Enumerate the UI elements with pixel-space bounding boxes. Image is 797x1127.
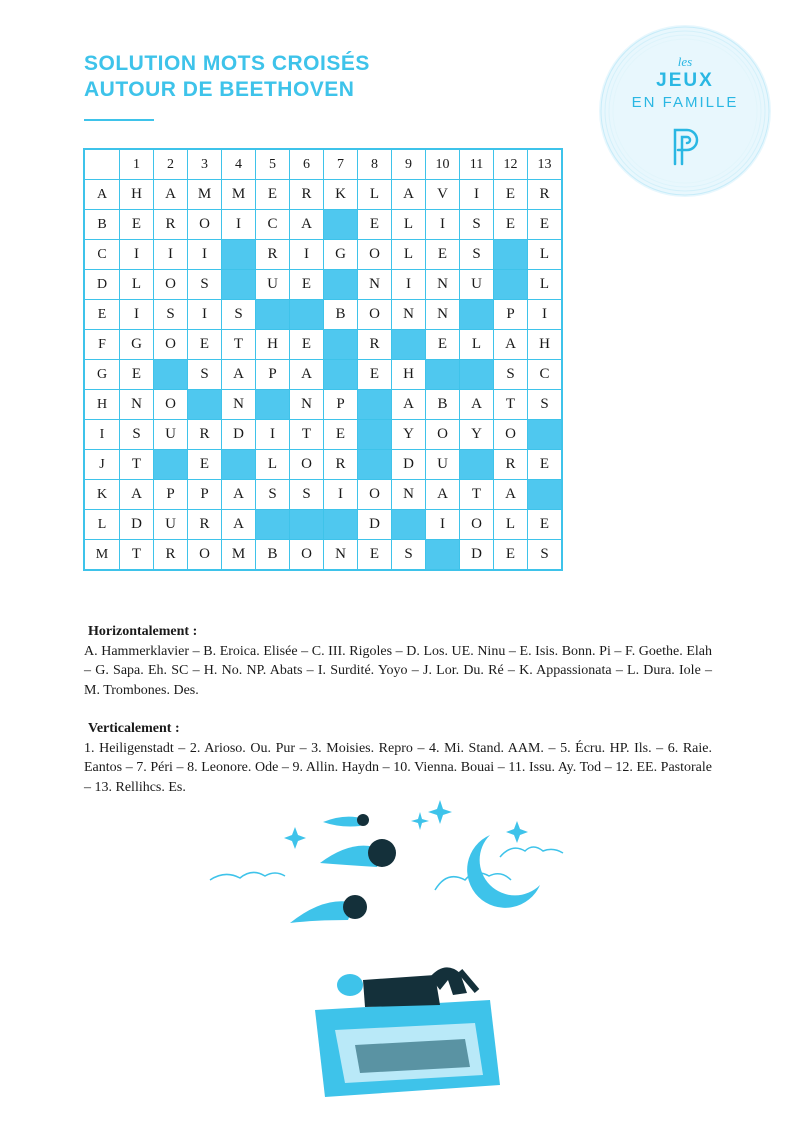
letter-cell: B	[426, 390, 460, 420]
letter-cell: V	[426, 180, 460, 210]
letter-cell: B	[256, 540, 290, 571]
row-header: D	[84, 270, 120, 300]
letter-cell: O	[188, 540, 222, 571]
column-header: 12	[494, 149, 528, 180]
black-cell	[222, 270, 256, 300]
letter-cell: I	[120, 240, 154, 270]
black-cell	[324, 270, 358, 300]
column-header: 6	[290, 149, 324, 180]
letter-cell: S	[154, 300, 188, 330]
letter-cell: E	[528, 210, 563, 240]
letter-cell: A	[290, 210, 324, 240]
black-cell	[460, 300, 494, 330]
letter-cell: R	[358, 330, 392, 360]
letter-cell: E	[358, 210, 392, 240]
horizontal-clues: A. Hammerklavier – B. Eroica. Elisée – C. III. Rigoles – D. Los. UE. Ninu – E. Isis. Bonn. Pi – F. Goethe. Elah – G. Sapa. Eh. SC – H. No. NP. Abats – I. Surdité. Yoyo – J. Lor. Du. Ré – K. Appassionata – L. Dura. Iole – M. Trombones. Des.	[84, 643, 712, 698]
black-cell	[222, 450, 256, 480]
letter-cell: I	[154, 240, 188, 270]
letter-cell: U	[154, 510, 188, 540]
row-header: H	[84, 390, 120, 420]
crossword-table	[83, 148, 563, 571]
letter-cell: R	[154, 540, 188, 571]
letter-cell: U	[154, 420, 188, 450]
letter-cell: L	[392, 240, 426, 270]
column-header: 13	[528, 149, 563, 180]
letter-cell: P	[188, 480, 222, 510]
letter-cell: E	[290, 330, 324, 360]
shooting-stars-icon	[290, 814, 396, 923]
grid-row	[84, 360, 562, 390]
letter-cell: K	[324, 180, 358, 210]
letter-cell: L	[392, 210, 426, 240]
letter-cell: R	[154, 210, 188, 240]
letter-cell: I	[188, 300, 222, 330]
letter-cell: L	[358, 180, 392, 210]
row-header: J	[84, 450, 120, 480]
letter-cell: N	[426, 300, 460, 330]
letter-cell: N	[120, 390, 154, 420]
letter-cell: N	[290, 390, 324, 420]
column-header: 3	[188, 149, 222, 180]
grid-row	[84, 270, 562, 300]
column-header: 1	[120, 149, 154, 180]
row-header: A	[84, 180, 120, 210]
letter-cell: D	[460, 540, 494, 571]
letter-cell: G	[324, 240, 358, 270]
black-cell	[256, 390, 290, 420]
grid-row	[84, 330, 562, 360]
row-header: F	[84, 330, 120, 360]
jeux-en-famille-badge	[598, 24, 772, 198]
letter-cell: A	[222, 360, 256, 390]
letter-cell: U	[426, 450, 460, 480]
title-line-2: AUTOUR DE BEETHOVEN	[84, 78, 355, 101]
letter-cell: A	[392, 180, 426, 210]
letter-cell: I	[290, 240, 324, 270]
badge-jeux: JEUX	[656, 70, 714, 91]
letter-cell: E	[188, 450, 222, 480]
grid-row	[84, 180, 562, 210]
grid-row	[84, 420, 562, 450]
letter-cell: A	[120, 480, 154, 510]
letter-cell: P	[494, 300, 528, 330]
row-header: C	[84, 240, 120, 270]
letter-cell: S	[290, 480, 324, 510]
letter-cell: O	[154, 270, 188, 300]
letter-cell: O	[358, 480, 392, 510]
letter-cell: T	[290, 420, 324, 450]
letter-cell: R	[188, 510, 222, 540]
letter-cell: E	[426, 330, 460, 360]
letter-cell: N	[392, 480, 426, 510]
letter-cell: U	[460, 270, 494, 300]
black-cell	[528, 420, 563, 450]
letter-cell: P	[324, 390, 358, 420]
badge-les: les	[677, 54, 693, 69]
grid-row	[84, 300, 562, 330]
letter-cell: L	[460, 330, 494, 360]
letter-cell: H	[392, 360, 426, 390]
letter-cell: C	[528, 360, 563, 390]
black-cell	[426, 540, 460, 571]
black-cell	[528, 480, 563, 510]
black-cell	[494, 270, 528, 300]
black-cell	[324, 510, 358, 540]
letter-cell: E	[494, 540, 528, 571]
letter-cell: O	[154, 390, 188, 420]
letter-cell: M	[222, 540, 256, 571]
letter-cell: C	[256, 210, 290, 240]
letter-cell: G	[120, 330, 154, 360]
letter-cell: S	[120, 420, 154, 450]
letter-cell: I	[426, 210, 460, 240]
letter-cell: S	[528, 540, 563, 571]
page-title	[84, 51, 370, 103]
sparkles-icon	[284, 800, 528, 849]
letter-cell: N	[222, 390, 256, 420]
black-cell	[256, 300, 290, 330]
letter-cell: S	[222, 300, 256, 330]
letter-cell: D	[120, 510, 154, 540]
letter-cell: I	[222, 210, 256, 240]
letter-cell: O	[460, 510, 494, 540]
black-cell	[188, 390, 222, 420]
letter-cell: I	[256, 420, 290, 450]
column-header: 10	[426, 149, 460, 180]
letter-cell: E	[324, 420, 358, 450]
letter-cell: O	[154, 330, 188, 360]
vertical-heading: Verticalement :	[88, 721, 180, 736]
letter-cell: R	[188, 420, 222, 450]
black-cell	[460, 450, 494, 480]
letter-cell: O	[494, 420, 528, 450]
black-cell	[290, 300, 324, 330]
letter-cell: H	[120, 180, 154, 210]
letter-cell: E	[358, 360, 392, 390]
sleeping-person-icon	[337, 967, 477, 1007]
letter-cell: N	[392, 300, 426, 330]
letter-cell: T	[120, 540, 154, 571]
letter-cell: Y	[392, 420, 426, 450]
letter-cell: A	[154, 180, 188, 210]
dreamer-illustration	[205, 795, 585, 1105]
letter-cell: S	[494, 360, 528, 390]
letter-cell: L	[256, 450, 290, 480]
rock-icon	[315, 1000, 500, 1097]
letter-cell: S	[188, 360, 222, 390]
letter-cell: E	[528, 510, 563, 540]
letter-cell: H	[528, 330, 563, 360]
letter-cell: D	[392, 450, 426, 480]
letter-cell: E	[528, 450, 563, 480]
letter-cell: I	[426, 510, 460, 540]
black-cell	[392, 510, 426, 540]
column-header: 11	[460, 149, 494, 180]
letter-cell: L	[528, 270, 563, 300]
black-cell	[222, 240, 256, 270]
letter-cell: A	[494, 480, 528, 510]
letter-cell: S	[460, 210, 494, 240]
black-cell	[324, 330, 358, 360]
letter-cell: E	[120, 360, 154, 390]
letter-cell: E	[188, 330, 222, 360]
letter-cell: L	[120, 270, 154, 300]
letter-cell: H	[256, 330, 290, 360]
letter-cell: S	[256, 480, 290, 510]
badge-famille: EN FAMILLE	[631, 94, 739, 111]
column-header: 9	[392, 149, 426, 180]
column-header: 2	[154, 149, 188, 180]
letter-cell: E	[494, 180, 528, 210]
row-header: M	[84, 540, 120, 571]
letter-cell: O	[290, 450, 324, 480]
letter-cell: S	[392, 540, 426, 571]
grid-corner	[84, 149, 120, 180]
letter-cell: E	[256, 180, 290, 210]
letter-cell: S	[188, 270, 222, 300]
black-cell	[256, 510, 290, 540]
letter-cell: O	[358, 300, 392, 330]
letter-cell: I	[460, 180, 494, 210]
row-header: K	[84, 480, 120, 510]
row-header: B	[84, 210, 120, 240]
column-header: 8	[358, 149, 392, 180]
letter-cell: E	[290, 270, 324, 300]
clues-section	[84, 622, 712, 816]
title-line-1: SOLUTION MOTS CROISÉS	[84, 52, 370, 75]
moon-icon	[467, 835, 540, 908]
black-cell	[358, 420, 392, 450]
letter-cell: P	[256, 360, 290, 390]
title-underline	[84, 119, 154, 121]
letter-cell: L	[528, 240, 563, 270]
letter-cell: M	[188, 180, 222, 210]
black-cell	[358, 450, 392, 480]
crossword-grid	[83, 148, 563, 571]
letter-cell: P	[154, 480, 188, 510]
grid-row	[84, 240, 562, 270]
letter-cell: A	[494, 330, 528, 360]
letter-cell: T	[222, 330, 256, 360]
black-cell	[324, 210, 358, 240]
black-cell	[392, 330, 426, 360]
letter-cell: I	[528, 300, 563, 330]
letter-cell: M	[222, 180, 256, 210]
letter-cell: S	[528, 390, 563, 420]
black-cell	[154, 450, 188, 480]
column-header: 7	[324, 149, 358, 180]
letter-cell: Y	[460, 420, 494, 450]
letter-cell: T	[494, 390, 528, 420]
letter-cell: O	[358, 240, 392, 270]
letter-cell: I	[324, 480, 358, 510]
letter-cell: D	[358, 510, 392, 540]
letter-cell: O	[426, 420, 460, 450]
letter-cell: U	[256, 270, 290, 300]
black-cell	[154, 360, 188, 390]
black-cell	[324, 360, 358, 390]
letter-cell: R	[324, 450, 358, 480]
letter-cell: T	[120, 450, 154, 480]
letter-cell: A	[222, 510, 256, 540]
letter-cell: A	[460, 390, 494, 420]
letter-cell: A	[290, 360, 324, 390]
grid-row	[84, 390, 562, 420]
letter-cell: A	[392, 390, 426, 420]
letter-cell: S	[460, 240, 494, 270]
vertical-clues: 1. Heiligenstadt – 2. Arioso. Ou. Pur – 3. Moisies. Repro – 4. Mi. Stand. AAM. – 5. Écru. HP. Ils. – 6. Raie. Eantos – 7. Péri – 8. Leonore. Ode – 9. Allin. Haydn – 10. Vienna. Bouai – 11. Issu. Ay. Tod – 12. EE. Pastorale – 13. Rellihcs. Es.	[84, 740, 712, 795]
letter-cell: N	[426, 270, 460, 300]
letter-cell: I	[188, 240, 222, 270]
row-header: E	[84, 300, 120, 330]
letter-cell: I	[392, 270, 426, 300]
letter-cell: R	[494, 450, 528, 480]
black-cell	[290, 510, 324, 540]
letter-cell: R	[528, 180, 563, 210]
row-header: I	[84, 420, 120, 450]
letter-cell: E	[358, 540, 392, 571]
letter-cell: E	[494, 210, 528, 240]
grid-row	[84, 510, 562, 540]
letter-cell: R	[290, 180, 324, 210]
letter-cell: A	[426, 480, 460, 510]
letter-cell: T	[460, 480, 494, 510]
letter-cell: I	[120, 300, 154, 330]
grid-row	[84, 210, 562, 240]
letter-cell: E	[426, 240, 460, 270]
letter-cell: B	[324, 300, 358, 330]
black-cell	[426, 360, 460, 390]
letter-cell: O	[290, 540, 324, 571]
black-cell	[460, 360, 494, 390]
grid-row	[84, 450, 562, 480]
horizontal-heading: Horizontalement :	[88, 624, 198, 639]
letter-cell: L	[494, 510, 528, 540]
black-cell	[358, 390, 392, 420]
letter-cell: O	[188, 210, 222, 240]
letter-cell: E	[120, 210, 154, 240]
letter-cell: A	[222, 480, 256, 510]
letter-cell: R	[256, 240, 290, 270]
grid-row	[84, 480, 562, 510]
letter-cell: D	[222, 420, 256, 450]
column-header: 4	[222, 149, 256, 180]
black-cell	[494, 240, 528, 270]
row-header: L	[84, 510, 120, 540]
row-header: G	[84, 360, 120, 390]
column-header: 5	[256, 149, 290, 180]
grid-row	[84, 540, 562, 571]
letter-cell: N	[324, 540, 358, 571]
letter-cell: N	[358, 270, 392, 300]
